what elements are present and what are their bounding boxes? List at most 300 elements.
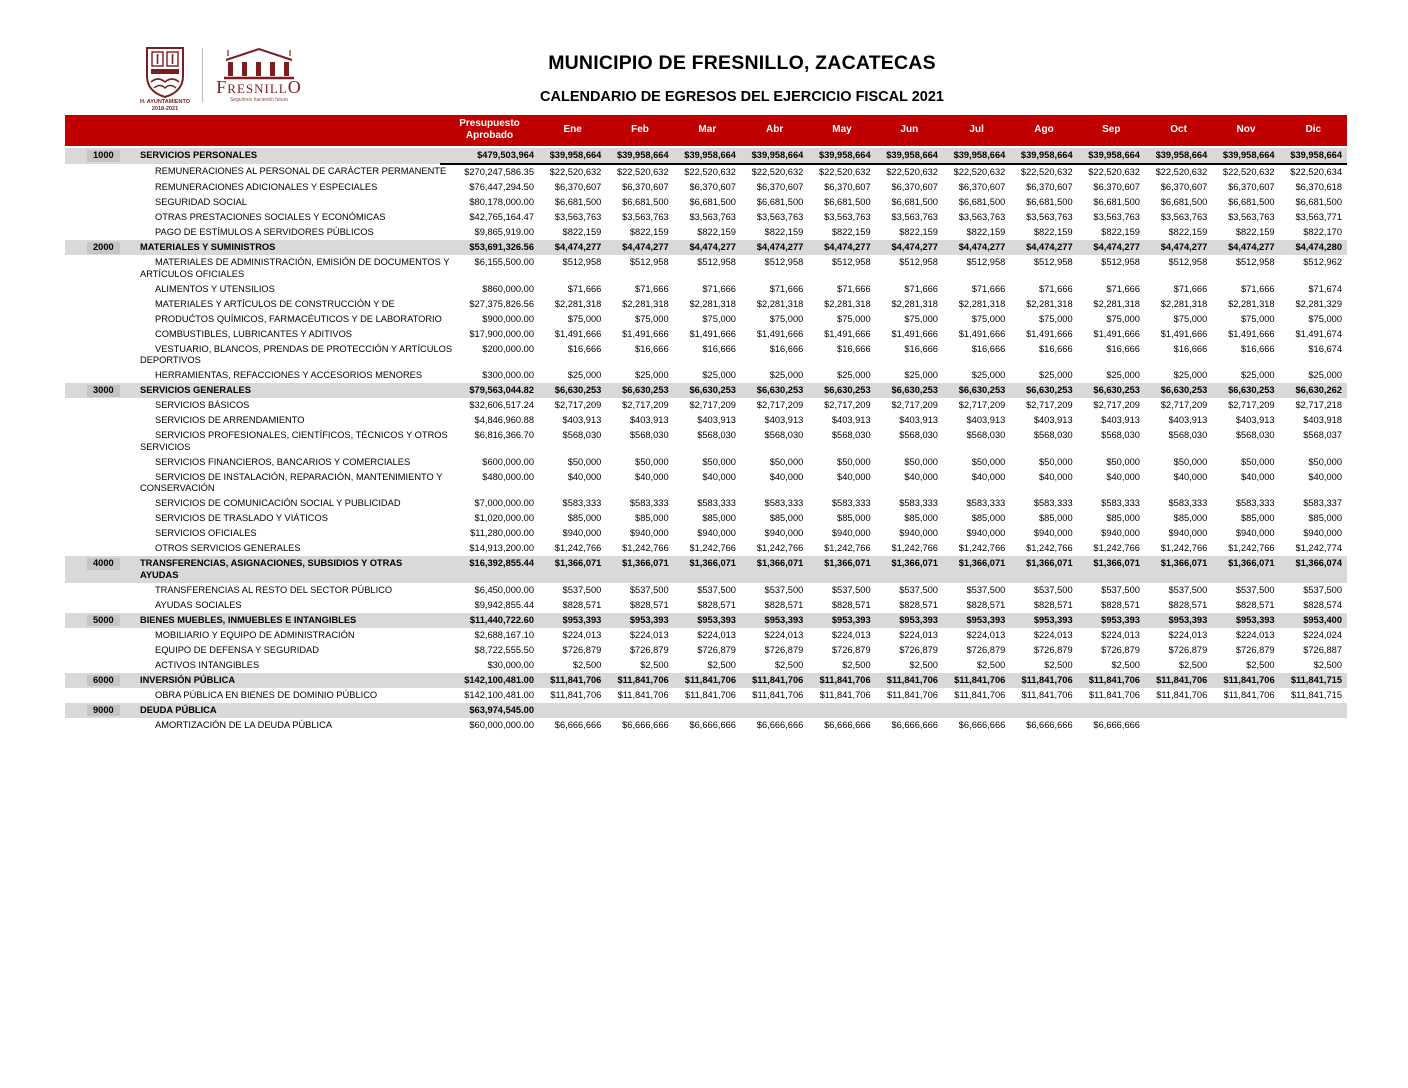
month-cell: $3,563,763 bbox=[1026, 212, 1073, 222]
month-cell: $1,366,071 bbox=[674, 556, 741, 583]
month-cell: $224,013 bbox=[831, 629, 871, 640]
month-cell: $2,500 bbox=[1044, 659, 1073, 670]
month-cell: $6,370,607 bbox=[1228, 182, 1275, 192]
month-cell: $6,630,253 bbox=[1145, 383, 1212, 398]
month-cell: $224,013 bbox=[1235, 629, 1275, 640]
month-cell bbox=[808, 703, 875, 718]
item-row bbox=[65, 541, 1347, 556]
month-cell: $822,159 bbox=[1168, 227, 1208, 237]
month-cell: $71,666 bbox=[1106, 283, 1140, 294]
month-cell: $50,000 bbox=[635, 456, 669, 467]
month-cell: $6,666,666 bbox=[824, 719, 871, 730]
month-cell: $726,879 bbox=[1101, 644, 1140, 655]
item-row bbox=[65, 718, 1347, 733]
month-cell: $940,000 bbox=[1168, 528, 1208, 538]
month-cell: $828,571 bbox=[966, 599, 1006, 610]
month-cell: $403,913 bbox=[764, 415, 804, 425]
month-cell: $6,370,618 bbox=[1295, 182, 1342, 192]
month-cell: $953,393 bbox=[1212, 613, 1279, 628]
budget-cell: $6,450,000.00 bbox=[474, 584, 534, 595]
row-label: DEUDA PÚBLICA bbox=[125, 703, 440, 718]
month-cell: $4,474,277 bbox=[808, 240, 875, 255]
month-cell: $71,666 bbox=[1241, 283, 1275, 294]
month-cell bbox=[606, 703, 673, 718]
month-cell: $6,370,607 bbox=[554, 182, 602, 192]
month-cell: $1,242,766 bbox=[1093, 543, 1140, 553]
month-cell: $85,000 bbox=[1039, 513, 1073, 523]
month-cell: $1,491,666 bbox=[891, 328, 938, 339]
month-cell: $75,000 bbox=[702, 313, 736, 324]
month-cell: $75,000 bbox=[1173, 313, 1208, 324]
month-cell: $22,520,632 bbox=[953, 167, 1006, 177]
month-cell: $75,000 bbox=[567, 313, 602, 324]
month-cell: $4,474,277 bbox=[606, 240, 673, 255]
month-cell: $50,000 bbox=[769, 456, 804, 467]
month-cell: $75,000 bbox=[769, 313, 804, 324]
month-cell: $224,013 bbox=[1101, 629, 1140, 640]
month-cell: $25,000 bbox=[702, 370, 736, 380]
month-cell: $6,666,666 bbox=[622, 719, 669, 730]
month-cell: $224,013 bbox=[899, 629, 938, 640]
row-label: SERVICIOS OFICIALES bbox=[155, 528, 257, 538]
budget-cell: $200,000.00 bbox=[482, 343, 534, 354]
budget-cell: $17,900,000.00 bbox=[469, 328, 534, 339]
month-cell: $2,281,318 bbox=[958, 298, 1006, 309]
month-cell: $940,000 bbox=[899, 528, 938, 538]
month-cell: $2,281,318 bbox=[824, 298, 871, 309]
month-cell: $2,281,318 bbox=[756, 298, 804, 309]
column-header-jul: Jul bbox=[943, 115, 1010, 147]
row-code: 3000 bbox=[65, 383, 125, 398]
month-cell: $940,000 bbox=[562, 528, 602, 538]
month-cell: $4,474,280 bbox=[1280, 240, 1347, 255]
row-code bbox=[65, 428, 125, 455]
month-cell: $11,841,706 bbox=[606, 673, 673, 688]
budget-cell: $16,392,855.44 bbox=[440, 556, 539, 583]
month-cell: $537,500 bbox=[831, 584, 871, 595]
row-label: SERVICIOS DE TRASLADO Y VIÁTICOS bbox=[155, 513, 328, 523]
month-cell: $1,366,071 bbox=[539, 556, 606, 583]
month-cell: $828,571 bbox=[697, 599, 736, 610]
category-row bbox=[65, 147, 1347, 164]
month-cell bbox=[1212, 718, 1279, 733]
month-cell: $16,666 bbox=[702, 343, 736, 354]
month-cell: $4,474,277 bbox=[674, 240, 741, 255]
month-cell: $512,958 bbox=[629, 257, 669, 267]
month-cell: $1,491,674 bbox=[1295, 328, 1342, 339]
month-cell: $71,666 bbox=[635, 283, 669, 294]
month-cell: $71,666 bbox=[769, 283, 804, 294]
month-cell: $3,563,763 bbox=[1093, 212, 1140, 222]
month-cell: $11,841,706 bbox=[550, 689, 602, 700]
row-code bbox=[65, 413, 125, 428]
month-cell: $6,681,500 bbox=[1295, 197, 1342, 207]
month-cell: $822,170 bbox=[1303, 227, 1342, 237]
row-label: AMORTIZACIÓN DE LA DEUDA PÚBLICA bbox=[155, 719, 333, 730]
row-code bbox=[65, 526, 125, 541]
category-row bbox=[65, 240, 1347, 255]
month-cell bbox=[1078, 703, 1145, 718]
month-cell: $11,841,706 bbox=[954, 689, 1006, 700]
month-cell: $6,681,500 bbox=[891, 197, 938, 207]
budget-cell: $11,440,722.60 bbox=[440, 613, 539, 628]
month-cell: $537,500 bbox=[764, 584, 804, 595]
row-label: SEGURIDAD SOCIAL bbox=[155, 197, 247, 207]
month-cell: $11,841,706 bbox=[1010, 673, 1077, 688]
budget-cell: $2,688,167.10 bbox=[474, 629, 534, 640]
month-cell bbox=[1145, 718, 1212, 733]
budget-cell: $11,280,000.00 bbox=[470, 528, 534, 538]
row-label: SERVICIOS GENERALES bbox=[125, 383, 440, 398]
month-cell: $1,491,666 bbox=[1026, 328, 1073, 339]
month-cell: $1,242,766 bbox=[689, 543, 736, 553]
month-cell: $40,000 bbox=[1039, 471, 1073, 482]
month-cell: $822,159 bbox=[764, 227, 804, 237]
month-cell: $11,841,706 bbox=[808, 673, 875, 688]
month-cell: $403,913 bbox=[1101, 415, 1140, 425]
month-cell: $16,674 bbox=[1308, 343, 1342, 354]
item-row bbox=[65, 583, 1347, 598]
month-cell: $2,500 bbox=[707, 659, 736, 670]
month-cell: $4,474,277 bbox=[1145, 240, 1212, 255]
month-cell: $40,000 bbox=[1106, 471, 1140, 482]
month-cell bbox=[741, 703, 808, 718]
month-cell: $11,841,706 bbox=[886, 689, 938, 700]
budget-cell: $14,913,200.00 bbox=[469, 543, 534, 553]
month-cell: $828,571 bbox=[629, 599, 669, 610]
row-code bbox=[65, 541, 125, 556]
row-code: 1000 bbox=[65, 147, 125, 164]
month-cell: $22,520,632 bbox=[616, 167, 669, 177]
row-code bbox=[65, 583, 125, 598]
column-header-mar: Mar bbox=[674, 115, 741, 147]
month-cell: $2,500 bbox=[909, 659, 938, 670]
row-code bbox=[65, 658, 125, 673]
month-cell: $39,958,664 bbox=[539, 147, 606, 164]
month-cell: $11,841,706 bbox=[943, 673, 1010, 688]
month-cell: $50,000 bbox=[1241, 456, 1275, 467]
month-cell: $828,574 bbox=[1303, 599, 1342, 610]
item-row bbox=[65, 658, 1347, 673]
month-cell: $6,630,253 bbox=[1010, 383, 1077, 398]
seal-caption-line2: 2018-2021 bbox=[151, 105, 179, 112]
month-cell: $85,000 bbox=[837, 513, 871, 523]
month-cell: $11,841,706 bbox=[819, 689, 871, 700]
month-cell: $822,159 bbox=[899, 227, 938, 237]
month-cell: $75,000 bbox=[635, 313, 669, 324]
month-cell: $224,013 bbox=[764, 629, 804, 640]
month-cell: $85,000 bbox=[635, 513, 669, 523]
budget-cell: $142,100,481.00 bbox=[440, 673, 539, 688]
month-cell bbox=[1280, 703, 1347, 718]
month-cell: $25,000 bbox=[1039, 370, 1073, 380]
month-cell: $6,666,666 bbox=[554, 719, 602, 730]
month-cell bbox=[1280, 718, 1347, 733]
row-label: TRANSFERENCIAS, ASIGNACIONES, SUBSIDIOS Y OTRAS AYUDAS bbox=[125, 556, 440, 583]
budget-cell: $6,155,500.00 bbox=[474, 257, 534, 267]
month-cell: $726,879 bbox=[697, 644, 736, 655]
row-code bbox=[65, 496, 125, 511]
month-cell: $11,841,706 bbox=[1088, 689, 1140, 700]
month-cell: $22,520,632 bbox=[1155, 167, 1208, 177]
month-cell: $25,000 bbox=[1106, 370, 1140, 380]
item-row bbox=[65, 342, 1347, 369]
month-cell: $6,681,500 bbox=[1160, 197, 1208, 207]
month-cell: $1,242,766 bbox=[554, 543, 602, 553]
month-cell: $3,563,763 bbox=[1160, 212, 1208, 222]
column-header-ago: Ago bbox=[1010, 115, 1077, 147]
row-code: 6000 bbox=[65, 673, 125, 688]
month-cell: $22,520,632 bbox=[1020, 167, 1073, 177]
month-cell: $953,393 bbox=[674, 613, 741, 628]
month-cell: $3,563,763 bbox=[622, 212, 669, 222]
month-cell: $22,520,632 bbox=[818, 167, 871, 177]
month-cell: $2,500 bbox=[572, 659, 602, 670]
month-cell: $403,913 bbox=[1235, 415, 1275, 425]
month-cell: $2,500 bbox=[1313, 659, 1342, 670]
row-label: OBRA PÚBLICA EN BIENES DE DOMINIO PÚBLICO bbox=[155, 689, 378, 700]
month-cell: $1,366,071 bbox=[1010, 556, 1077, 583]
month-cell: $512,958 bbox=[831, 257, 871, 267]
month-cell: $2,500 bbox=[1178, 659, 1208, 670]
month-cell: $6,681,500 bbox=[622, 197, 669, 207]
month-cell: $2,717,209 bbox=[756, 400, 804, 410]
row-label: MATERIALES DE ADMINISTRACIÓN, EMISIÓN DE DOCUMENTOS Y ARTÍCULOS OFICIALES bbox=[140, 257, 450, 279]
item-row bbox=[65, 511, 1347, 526]
month-cell: $16,666 bbox=[971, 343, 1006, 354]
month-cell: $50,000 bbox=[567, 456, 602, 467]
month-cell: $6,666,666 bbox=[958, 719, 1006, 730]
month-cell: $822,159 bbox=[1235, 227, 1275, 237]
month-cell: $537,500 bbox=[697, 584, 736, 595]
month-cell: $512,958 bbox=[697, 257, 736, 267]
month-cell: $85,000 bbox=[904, 513, 938, 523]
month-cell: $726,879 bbox=[629, 644, 669, 655]
month-cell: $537,500 bbox=[1101, 584, 1140, 595]
month-cell: $11,841,706 bbox=[684, 689, 736, 700]
category-row bbox=[65, 703, 1347, 718]
month-cell: $568,030 bbox=[1101, 430, 1140, 440]
page-title: MUNICIPIO DE FRESNILLO, ZACATECAS bbox=[548, 52, 936, 74]
month-cell: $403,918 bbox=[1303, 415, 1342, 425]
month-cell: $953,400 bbox=[1280, 613, 1347, 628]
month-cell: $40,000 bbox=[635, 471, 669, 482]
month-cell: $11,841,706 bbox=[752, 689, 804, 700]
budget-cell: $27,375,826.56 bbox=[469, 298, 534, 309]
item-row bbox=[65, 195, 1347, 210]
month-cell: $512,958 bbox=[562, 257, 602, 267]
month-cell: $1,242,766 bbox=[891, 543, 938, 553]
month-cell: $1,491,666 bbox=[756, 328, 804, 339]
month-cell: $583,333 bbox=[1168, 498, 1208, 508]
row-code bbox=[65, 180, 125, 195]
month-cell: $6,681,500 bbox=[554, 197, 602, 207]
month-cell: $2,717,209 bbox=[1093, 400, 1140, 410]
column-header-abr: Abr bbox=[741, 115, 808, 147]
month-cell: $75,000 bbox=[904, 313, 938, 324]
month-cell: $1,366,071 bbox=[1212, 556, 1279, 583]
budget-cell: $270,247,586.35 bbox=[464, 167, 534, 177]
month-cell: $6,370,607 bbox=[891, 182, 938, 192]
month-cell: $403,913 bbox=[697, 415, 736, 425]
month-cell: $6,681,500 bbox=[689, 197, 736, 207]
month-cell: $6,630,253 bbox=[808, 383, 875, 398]
month-cell: $25,000 bbox=[1308, 370, 1342, 380]
item-row bbox=[65, 282, 1347, 297]
month-cell: $568,030 bbox=[1033, 430, 1073, 440]
row-label: SERVICIOS FINANCIEROS, BANCARIOS Y COMERCIALES bbox=[155, 456, 411, 467]
month-cell: $3,563,763 bbox=[689, 212, 736, 222]
month-cell: $1,491,666 bbox=[824, 328, 871, 339]
item-row bbox=[65, 180, 1347, 195]
month-cell: $726,879 bbox=[899, 644, 938, 655]
month-cell: $940,000 bbox=[966, 528, 1006, 538]
month-cell: $568,030 bbox=[562, 430, 602, 440]
month-cell: $85,000 bbox=[1241, 513, 1275, 523]
month-cell: $50,000 bbox=[1039, 456, 1073, 467]
month-cell bbox=[674, 703, 741, 718]
row-code bbox=[65, 368, 125, 383]
month-cell: $16,666 bbox=[567, 343, 602, 354]
item-row bbox=[65, 210, 1347, 225]
month-cell: $2,500 bbox=[640, 659, 669, 670]
month-cell: $25,000 bbox=[837, 370, 871, 380]
month-cell: $224,013 bbox=[1168, 629, 1208, 640]
month-cell: $75,000 bbox=[971, 313, 1006, 324]
item-row bbox=[65, 225, 1347, 240]
month-cell: $3,563,763 bbox=[1228, 212, 1275, 222]
month-cell: $40,000 bbox=[1173, 471, 1208, 482]
month-cell: $6,370,607 bbox=[622, 182, 669, 192]
row-label: HERRAMIENTAS, REFACCIONES Y ACCESORIOS MENORES bbox=[155, 370, 423, 380]
row-label: MATERIALES Y ARTÍCULOS DE CONSTRUCCIÓN Y DE bbox=[155, 298, 395, 309]
month-cell: $6,681,500 bbox=[1026, 197, 1073, 207]
item-row bbox=[65, 413, 1347, 428]
month-cell: $1,491,666 bbox=[958, 328, 1006, 339]
month-cell: $2,717,209 bbox=[824, 400, 871, 410]
month-cell: $6,681,500 bbox=[1093, 197, 1140, 207]
brand-wordmark: FRESNILLO bbox=[216, 77, 302, 97]
month-cell: $16,666 bbox=[1173, 343, 1208, 354]
month-cell: $85,000 bbox=[1308, 513, 1342, 523]
month-cell: $822,159 bbox=[1101, 227, 1140, 237]
row-label: SERVICIOS DE COMUNICACIÓN SOCIAL Y PUBLICIDAD bbox=[155, 498, 401, 508]
row-code bbox=[65, 164, 125, 180]
month-cell: $940,000 bbox=[1235, 528, 1275, 538]
column-header-nov: Nov bbox=[1212, 115, 1279, 147]
budget-cell: $30,000.00 bbox=[487, 659, 534, 670]
month-cell: $71,666 bbox=[971, 283, 1006, 294]
month-cell: $583,333 bbox=[697, 498, 736, 508]
month-cell: $828,571 bbox=[831, 599, 871, 610]
month-cell: $583,333 bbox=[1033, 498, 1073, 508]
month-cell: $71,666 bbox=[702, 283, 736, 294]
month-cell: $50,000 bbox=[1173, 456, 1208, 467]
month-cell: $828,571 bbox=[1033, 599, 1073, 610]
month-cell: $2,281,329 bbox=[1295, 298, 1342, 309]
brand-tagline: Seguimos haciendo futuro bbox=[229, 97, 289, 103]
month-cell: $11,841,706 bbox=[1223, 689, 1275, 700]
month-cell: $2,500 bbox=[1246, 659, 1275, 670]
column-header-oct: Oct bbox=[1145, 115, 1212, 147]
budget-cell: $8,722,555.50 bbox=[474, 644, 534, 655]
month-cell: $22,520,632 bbox=[751, 167, 804, 177]
month-cell bbox=[943, 703, 1010, 718]
month-cell: $6,666,666 bbox=[1026, 719, 1073, 730]
month-cell: $25,000 bbox=[904, 370, 938, 380]
month-cell: $1,366,074 bbox=[1280, 556, 1347, 583]
row-label: PRODUĆTOS QUÍMICOS, FARMACÉUTICOS Y DE LABORATORIO bbox=[155, 313, 442, 324]
month-cell: $1,366,071 bbox=[876, 556, 943, 583]
month-cell: $512,958 bbox=[1235, 257, 1275, 267]
month-cell: $6,630,253 bbox=[1212, 383, 1279, 398]
month-cell: $822,159 bbox=[562, 227, 602, 237]
month-cell: $1,242,766 bbox=[622, 543, 669, 553]
month-cell: $4,474,277 bbox=[876, 240, 943, 255]
month-cell: $726,887 bbox=[1303, 644, 1342, 655]
month-cell: $1,366,071 bbox=[606, 556, 673, 583]
month-cell: $1,366,071 bbox=[1145, 556, 1212, 583]
month-cell bbox=[539, 703, 606, 718]
month-cell: $71,666 bbox=[567, 283, 602, 294]
month-cell: $40,000 bbox=[1308, 471, 1342, 482]
month-cell bbox=[1010, 703, 1077, 718]
month-cell: $726,879 bbox=[1235, 644, 1275, 655]
month-cell: $953,393 bbox=[943, 613, 1010, 628]
row-label: INVERSIÓN PÚBLICA bbox=[125, 673, 440, 688]
month-cell: $1,366,071 bbox=[1078, 556, 1145, 583]
month-cell: $822,159 bbox=[697, 227, 736, 237]
item-row bbox=[65, 470, 1347, 497]
month-cell: $6,370,607 bbox=[1160, 182, 1208, 192]
month-cell: $6,370,607 bbox=[958, 182, 1006, 192]
month-cell: $11,841,706 bbox=[1212, 673, 1279, 688]
month-cell: $25,000 bbox=[635, 370, 669, 380]
item-row bbox=[65, 496, 1347, 511]
month-cell: $16,666 bbox=[837, 343, 871, 354]
row-label: REMUNERACIONES ADICIONALES Y ESPECIALES bbox=[155, 182, 378, 192]
month-cell: $224,024 bbox=[1303, 629, 1342, 640]
month-cell: $1,491,666 bbox=[622, 328, 669, 339]
budget-cell: $142,100,481.00 bbox=[464, 689, 534, 700]
month-cell: $40,000 bbox=[837, 471, 871, 482]
month-cell: $953,393 bbox=[1010, 613, 1077, 628]
month-cell: $822,159 bbox=[831, 227, 871, 237]
corner-header bbox=[65, 115, 440, 147]
month-cell: $4,474,277 bbox=[1078, 240, 1145, 255]
month-cell: $85,000 bbox=[971, 513, 1006, 523]
month-cell: $22,520,632 bbox=[1222, 167, 1275, 177]
budget-cell: $900,000.00 bbox=[482, 313, 534, 324]
month-cell: $11,841,706 bbox=[876, 673, 943, 688]
row-label: OTRAS PRESTACIONES SOCIALES Y ECONÓMICAS bbox=[155, 212, 386, 222]
column-header-may: May bbox=[808, 115, 875, 147]
month-cell: $583,333 bbox=[831, 498, 871, 508]
row-code bbox=[65, 225, 125, 240]
month-cell: $4,474,277 bbox=[1212, 240, 1279, 255]
month-cell: $3,563,763 bbox=[756, 212, 804, 222]
month-cell: $822,159 bbox=[629, 227, 669, 237]
budget-cell: $79,563,044.82 bbox=[440, 383, 539, 398]
month-cell: $16,666 bbox=[1039, 343, 1073, 354]
month-cell: $6,666,666 bbox=[756, 719, 804, 730]
month-cell: $568,030 bbox=[629, 430, 669, 440]
row-label: ACTIVOS INTANGIBLES bbox=[155, 659, 260, 670]
item-row bbox=[65, 628, 1347, 643]
month-cell: $85,000 bbox=[769, 513, 804, 523]
month-cell: $583,333 bbox=[629, 498, 669, 508]
month-cell: $6,666,666 bbox=[1093, 719, 1140, 730]
